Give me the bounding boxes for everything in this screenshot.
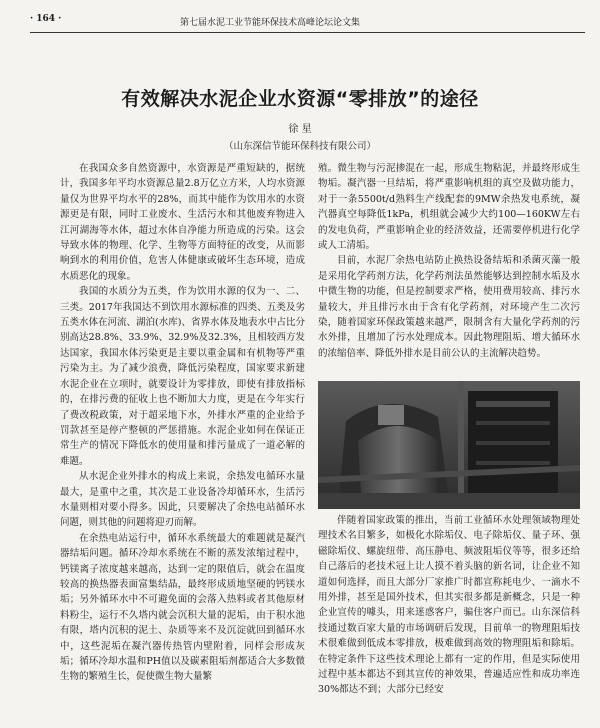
- paragraph: 伴随着国家政策的推出，当前工业循环水处理领域物理处理技术名目繁多，如极化水除垢仪、电子除垢仪、量子环、强磁除垢仪、螺旋纽带、高压静电、频波阻垢仪等等，很多还给自己落后的老技术冠上让人摸不着头脑的新名词，让企业不知道如何选择，而且大部分厂家推广时都宣称耗电少、一滴水不用外排，甚至是国外技术，但其实很多都是新概念，只是一种企业宣传的噱头，用来迷惑客户，骗住客户而已。山东深信科技通过数百家大量的市场调研后发现，目前单一的物理阻垢技术很难做到低成本零排放，极难做到高效的物理阻垢和除垢。在特定条件下这些技术理论上都有一定的作用，但是实际使用过程中基本都达不到其宣传的神效果，普遍适应性和成功率连30%都达不到；大部分已经安: [318, 515, 580, 696]
- running-header: [30, 14, 585, 33]
- paragraph: 在余热电站运行中，循环水系统最大的难题就是凝汽器结垢问题。循环冷却水系统在不断的蒸发浓缩过程中，钙镁离子浓度越来越高，达到一定的限值后，就会在温度较高的换热器表面富集结晶，最终形成质地坚硬的钙镁水垢；另外循环水中不可避免面的会落入热料或者其他原材料粉尘，运行不久塔内就会沉积大量的泥垢，由于积水池有限，塔内沉积的泥土、杂质等来不及沉淀就回到循环水中，这些泥垢在凝汽器传热管内壁附着，同样会形成灰垢；循环冷却水温和PH值以及碳素阻垢剂都适合大多数微生物的繁殖生长，促使微生物大量繁: [60, 532, 305, 683]
- article-title: 有效解决水泥企业水资源“零排放”的途径: [121, 88, 479, 110]
- cooling-tower-photo: [318, 381, 580, 509]
- paragraph-continued: 殖。微生物与污泥掺混在一起，形成生物粘泥，并最终形成生物垢。凝汽器一旦结垢，将严重影响机组的真空及做功能力，对于一条5500t/d熟料生产线配套的9MW余热发电系统，凝汽器真空每降低1kPa，机组就会减少大约100—160KW左右的发电负荷，严重影响企业的经济效益，还需要停机进行化学或人工清垢。: [318, 163, 580, 252]
- author-name: 徐 星: [288, 124, 312, 135]
- paragraph: 我国的水质分为五类，作为饮用水源的仅为一、二、三类。2017年我国达不到饮用水源标准的四类、五类及劣五类水体在河流、湖泊(水库)、省界水体及地表水中占比分别高达28.8%、33.9%、32.9%及32.3%，且相较西方发达国家，我国水体污染更是主要以重金属和有机物等严重污染为主。为了减少浪费，降低污染程度，国家要求新建水泥企业在立项时，就要设计为零排放，即使有排放指标的，在排污费的征收上也不断加大力度，更是在今年实行了费改税政策，对于超采地下水，外排水严重的企业给予罚款甚至是停产整顿的严惩措施。水泥企业如何在保证正常生产的情况下降低水的使用量和排污量成了一道必解的难题。: [60, 286, 305, 467]
- journal-title: 第七届水泥工业节能环保技术高峰论坛论文集: [180, 18, 361, 28]
- right-column-bottom: [318, 513, 580, 725]
- page-number: · 164 ·: [30, 14, 62, 24]
- paragraph: 从水泥企业外排水的构成上来说，余热发电循环水量最大，是重中之重，其次是工业设备冷却循环水，生活污水量则相对要小得多。因此，只要解决了余热电站循环水问题，则其他的问题将迎刃而解。: [60, 471, 305, 529]
- right-column-top: [318, 161, 580, 377]
- paragraph: 目前，水泥厂余热电站防止换热设备结垢和杀菌灭藻一般是采用化学药剂方法，化学药剂法虽然能够达到控制水垢及水中微生物的功能，但是控制要求严格，使用费用较高、排污水量较大，并且排污水由于含有化学药剂，对环境产生二次污染，随着国家环保政策越来越严，限制含有大量化学药剂的污水外排，且增加了污水处理成本。因此物理阻垢、增大循环水的浓缩倍率、降低外排水是目前公认的主流解决趋势。: [318, 255, 580, 359]
- paragraph: 在我国众多自然资源中，水资源是严重短缺的，据统计，我国多年平均水资源总量2.8万亿立方米，人均水资源量仅为世界平均水平的28%，而其中能作为饮用水的水资源更是有限，同时工业废水、生活污水和其他废弃物进入江河湖海等水体，超过水体自净能力所造成的污染。这会导致水体的物理、化学、生物等方面特征的改变，从而影响到水的利用价值，危害人体健康或破坏生态环境，造成水质恶化的现象。: [60, 163, 305, 282]
- left-column: [60, 161, 305, 721]
- author-affiliation: （山东深信节能环保科技有限公司）: [223, 141, 376, 152]
